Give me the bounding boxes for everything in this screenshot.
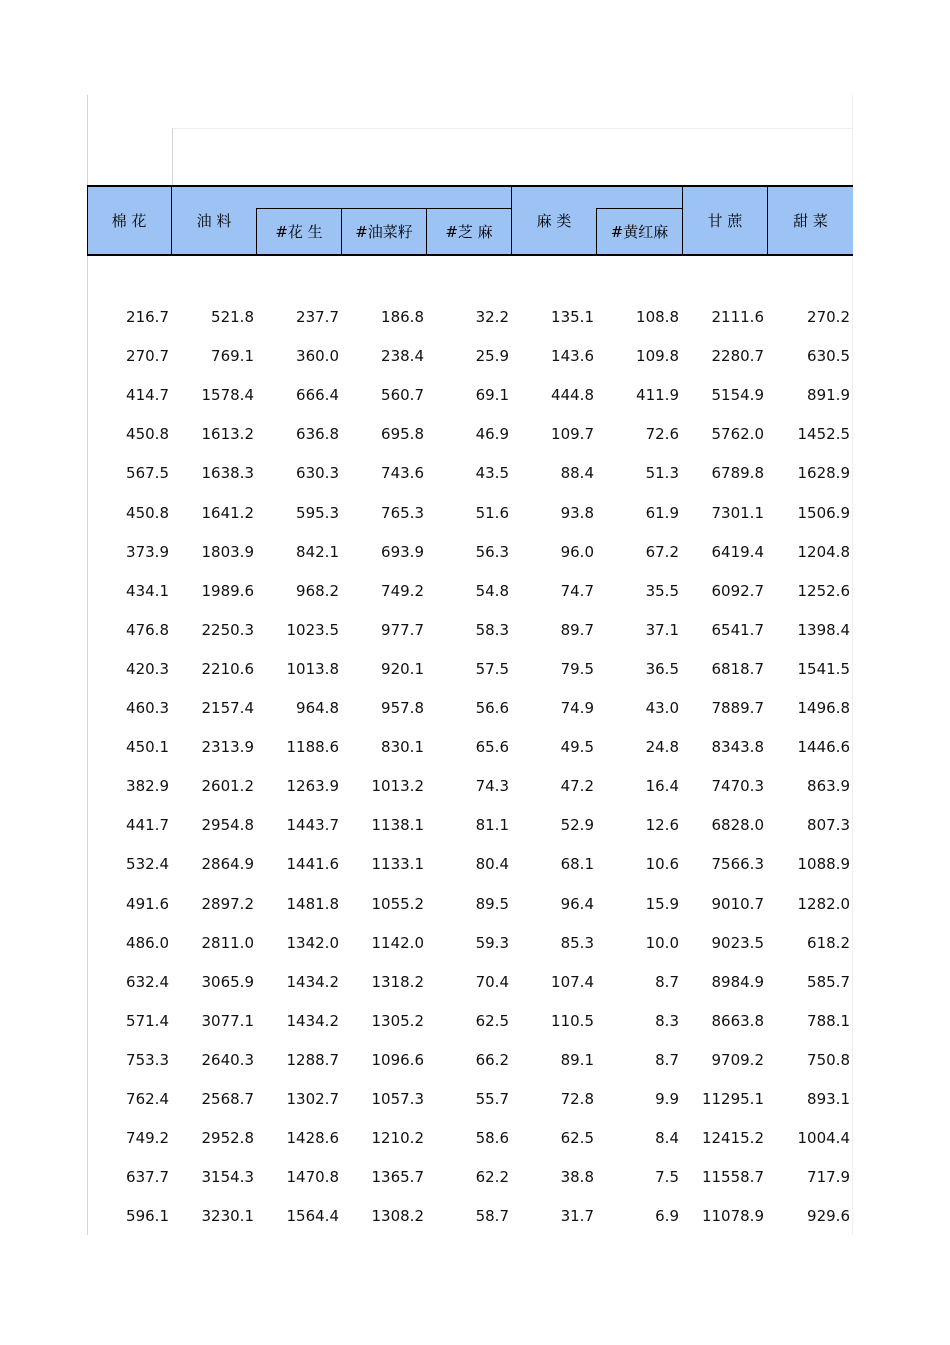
cell-jute: 109.8 [636,347,679,366]
cell-beet: 618.2 [807,933,850,952]
cell-cotton: 434.1 [126,581,169,600]
cell-sugarcane: 5762.0 [711,425,764,444]
cell-rapeseed: 743.6 [381,464,424,483]
cell-beet: 893.1 [807,1090,850,1108]
cell-rapeseed: 749.2 [381,581,424,600]
cell-hemp: 88.4 [560,464,594,483]
cell-beet: 788.1 [807,1011,850,1030]
cell-sesame: 62.2 [475,1168,509,1187]
cell-cotton: 373.9 [126,542,169,561]
cell-oil: 2568.7 [201,1090,254,1108]
table-row [87,572,853,611]
table-row [87,298,853,337]
header-oil: 油 料 [196,212,232,230]
cell-beet: 1496.8 [797,699,850,717]
cell-oil: 521.8 [211,308,254,326]
table-row [87,1119,853,1158]
table-row [87,337,853,376]
cell-oil: 3077.1 [201,1011,254,1030]
cell-cotton: 571.4 [126,1011,169,1030]
table-row [87,1080,853,1119]
cell-jute: 16.4 [645,777,679,796]
cell-hemp: 96.4 [560,894,594,913]
cell-cotton: 441.7 [126,816,169,835]
cell-sesame: 55.7 [475,1090,509,1108]
cell-jute: 8.7 [655,972,679,991]
cell-jute: 24.8 [645,738,679,757]
cell-cotton: 753.3 [126,1050,169,1069]
cell-hemp: 74.9 [560,699,594,717]
cell-oil: 2811.0 [201,933,254,952]
cell-peanut: 964.8 [296,699,339,717]
header-cotton: 棉 花 [111,212,147,230]
cell-cotton: 486.0 [126,933,169,952]
table-row [87,533,853,572]
cell-beet: 585.7 [807,972,850,991]
cell-hemp: 89.7 [560,620,594,639]
table-row [87,1041,853,1080]
cell-rapeseed: 1142.0 [371,933,424,952]
cell-sugarcane: 8663.8 [711,1011,764,1030]
header-hemp: 麻 类 [536,212,572,230]
cell-sugarcane: 6789.8 [711,464,764,483]
cell-sugarcane: 11295.1 [701,1090,764,1108]
cell-peanut: 595.3 [296,503,339,522]
cell-sesame: 43.5 [475,464,509,483]
cell-jute: 108.8 [636,308,679,326]
cell-oil: 2952.8 [201,1129,254,1148]
cell-sesame: 25.9 [475,347,509,366]
cell-oil: 1638.3 [201,464,254,483]
page-frame-divider [172,128,173,186]
table-row [87,924,853,963]
cell-beet: 1541.5 [797,659,850,678]
cell-jute: 43.0 [645,699,679,717]
cell-rapeseed: 765.3 [381,503,424,522]
cell-sesame: 32.2 [475,308,509,326]
cell-oil: 1578.4 [201,386,254,405]
cell-jute: 37.1 [645,620,679,639]
cell-jute: 10.0 [645,933,679,952]
cell-beet: 270.2 [807,308,850,326]
cell-rapeseed: 1138.1 [371,816,424,835]
cell-beet: 1004.4 [797,1129,850,1148]
cell-sesame: 80.4 [475,855,509,874]
cell-peanut: 1263.9 [286,777,339,796]
cell-oil: 3230.1 [201,1207,254,1226]
header-jute: #黄红麻 [610,223,669,241]
cell-peanut: 630.3 [296,464,339,483]
cell-hemp: 89.1 [560,1050,594,1069]
cell-oil: 2210.6 [201,659,254,678]
cell-sugarcane: 7566.3 [711,855,764,874]
cell-cotton: 382.9 [126,777,169,796]
cell-peanut: 842.1 [296,542,339,561]
cell-sesame: 56.3 [475,542,509,561]
cell-cotton: 476.8 [126,620,169,639]
table-row [87,767,853,806]
cell-sugarcane: 12415.2 [701,1129,764,1148]
table-row [87,650,853,689]
cell-hemp: 38.8 [560,1168,594,1187]
cell-jute: 67.2 [645,542,679,561]
cell-oil: 2601.2 [201,777,254,796]
cell-peanut: 1188.6 [286,738,339,757]
cell-cotton: 567.5 [126,464,169,483]
cell-sesame: 66.2 [475,1050,509,1069]
cell-rapeseed: 830.1 [381,738,424,757]
cell-beet: 891.9 [807,386,850,405]
cell-cotton: 414.7 [126,386,169,405]
cell-sugarcane: 5154.9 [711,386,764,405]
cell-sesame: 62.5 [475,1011,509,1030]
cell-rapeseed: 1210.2 [371,1129,424,1148]
cell-beet: 1452.5 [797,425,850,444]
cell-hemp: 52.9 [560,816,594,835]
cell-jute: 10.6 [645,855,679,874]
cell-beet: 807.3 [807,816,850,835]
cell-beet: 1088.9 [797,855,850,874]
cell-sesame: 74.3 [475,777,509,796]
cell-oil: 1989.6 [201,581,254,600]
cell-rapeseed: 1133.1 [371,855,424,874]
cell-beet: 1252.6 [797,581,850,600]
cell-sugarcane: 9709.2 [711,1050,764,1069]
table-row [87,1158,853,1197]
cell-oil: 2313.9 [201,738,254,757]
cell-oil: 2954.8 [201,816,254,835]
cell-oil: 1641.2 [201,503,254,522]
cell-oil: 3065.9 [201,972,254,991]
cell-rapeseed: 1057.3 [371,1090,424,1108]
cell-sesame: 58.7 [475,1207,509,1226]
cell-hemp: 79.5 [560,659,594,678]
cell-cotton: 460.3 [126,699,169,717]
cell-sesame: 69.1 [475,386,509,405]
cell-hemp: 85.3 [560,933,594,952]
table-row [87,1002,853,1041]
cell-jute: 36.5 [645,659,679,678]
cell-sugarcane: 11078.9 [701,1207,764,1226]
cell-hemp: 110.5 [551,1011,594,1030]
cell-cotton: 450.8 [126,425,169,444]
table-row [87,806,853,845]
cell-beet: 1204.8 [797,542,850,561]
cell-hemp: 107.4 [551,972,594,991]
cell-sugarcane: 6818.7 [711,659,764,678]
table-row [87,415,853,454]
cell-peanut: 1428.6 [286,1129,339,1148]
cell-oil: 1803.9 [201,542,254,561]
cell-oil: 769.1 [211,347,254,366]
cell-sugarcane: 6419.4 [711,542,764,561]
cell-hemp: 47.2 [560,777,594,796]
cell-cotton: 637.7 [126,1168,169,1187]
cell-cotton: 596.1 [126,1207,169,1226]
cell-cotton: 749.2 [126,1129,169,1148]
cell-sesame: 51.6 [475,503,509,522]
cell-oil: 2640.3 [201,1050,254,1069]
table-row [87,689,853,728]
cell-hemp: 109.7 [551,425,594,444]
cell-jute: 35.5 [645,581,679,600]
header-sugarcane: 甘 蔗 [707,212,743,230]
cell-sesame: 58.3 [475,620,509,639]
cell-jute: 6.9 [655,1207,679,1226]
cell-cotton: 632.4 [126,972,169,991]
cell-jute: 8.7 [655,1050,679,1069]
cell-peanut: 1481.8 [286,894,339,913]
cell-rapeseed: 1308.2 [371,1207,424,1226]
cell-sesame: 59.3 [475,933,509,952]
cell-hemp: 74.7 [560,581,594,600]
cell-rapeseed: 238.4 [381,347,424,366]
cell-peanut: 1023.5 [286,620,339,639]
table-row [87,376,853,415]
cell-sugarcane: 6828.0 [711,816,764,835]
table-row [87,454,853,493]
cell-hemp: 444.8 [551,386,594,405]
cell-peanut: 1434.2 [286,972,339,991]
cell-hemp: 31.7 [560,1207,594,1226]
table-row [87,845,853,884]
cell-sugarcane: 7889.7 [711,699,764,717]
cell-sesame: 70.4 [475,972,509,991]
cell-oil: 2157.4 [201,699,254,717]
cell-jute: 72.6 [645,425,679,444]
table-header [87,185,853,256]
table-row [87,1197,853,1236]
cell-sugarcane: 9010.7 [711,894,764,913]
table-row [87,728,853,767]
cell-hemp: 62.5 [560,1129,594,1148]
cell-peanut: 1564.4 [286,1207,339,1226]
header-rapeseed: #油菜籽 [355,223,413,241]
cell-oil: 2864.9 [201,855,254,874]
cell-sesame: 46.9 [475,425,509,444]
cell-jute: 61.9 [645,503,679,522]
cell-beet: 929.6 [807,1207,850,1226]
table-row [87,885,853,924]
cell-peanut: 636.8 [296,425,339,444]
cell-oil: 1613.2 [201,425,254,444]
cell-sugarcane: 7470.3 [711,777,764,796]
cell-cotton: 491.6 [126,894,169,913]
cell-peanut: 1441.6 [286,855,339,874]
cell-peanut: 1443.7 [286,816,339,835]
cell-cotton: 450.1 [126,738,169,757]
cell-cotton: 420.3 [126,659,169,678]
cell-oil: 3154.3 [201,1168,254,1187]
cell-beet: 1628.9 [797,464,850,483]
cell-hemp: 96.0 [560,542,594,561]
cell-rapeseed: 186.8 [381,308,424,326]
cell-rapeseed: 695.8 [381,425,424,444]
cell-rapeseed: 920.1 [381,659,424,678]
header-bottom-border [87,254,853,256]
cell-rapeseed: 1055.2 [371,894,424,913]
cell-hemp: 49.5 [560,738,594,757]
cell-peanut: 968.2 [296,581,339,600]
cell-rapeseed: 560.7 [381,386,424,405]
cell-sesame: 89.5 [475,894,509,913]
cell-beet: 1398.4 [797,620,850,639]
cell-oil: 2897.2 [201,894,254,913]
cell-sugarcane: 11558.7 [701,1168,764,1187]
cell-hemp: 72.8 [560,1090,594,1108]
cell-hemp: 143.6 [551,347,594,366]
cell-hemp: 68.1 [560,855,594,874]
cell-cotton: 450.8 [126,503,169,522]
cell-beet: 750.8 [807,1050,850,1069]
cell-peanut: 360.0 [296,347,339,366]
cell-beet: 1446.6 [797,738,850,757]
header-beet: 甜 菜 [793,212,828,230]
cell-peanut: 1288.7 [286,1050,339,1069]
cell-beet: 630.5 [807,347,850,366]
cell-jute: 51.3 [645,464,679,483]
cell-rapeseed: 693.9 [381,542,424,561]
cell-cotton: 532.4 [126,855,169,874]
cell-jute: 411.9 [636,386,679,405]
cell-rapeseed: 1013.2 [371,777,424,796]
cell-beet: 1282.0 [797,894,850,913]
cell-jute: 9.9 [655,1090,679,1108]
cell-sesame: 54.8 [475,581,509,600]
cell-beet: 717.9 [807,1168,850,1187]
cell-peanut: 1342.0 [286,933,339,952]
cell-jute: 12.6 [645,816,679,835]
cell-sugarcane: 8343.8 [711,738,764,757]
cell-peanut: 237.7 [296,308,339,326]
cell-peanut: 1013.8 [286,659,339,678]
cell-sugarcane: 8984.9 [711,972,764,991]
table-row [87,963,853,1002]
cell-sugarcane: 2280.7 [711,347,764,366]
cell-beet: 1506.9 [797,503,850,522]
header-sesame: #芝 麻 [445,223,493,241]
cell-peanut: 666.4 [296,386,339,405]
cell-hemp: 93.8 [560,503,594,522]
cell-sesame: 81.1 [475,816,509,835]
cell-peanut: 1434.2 [286,1011,339,1030]
cell-jute: 15.9 [645,894,679,913]
cell-hemp: 135.1 [551,308,594,326]
table-row [87,611,853,650]
cell-cotton: 270.7 [126,347,169,366]
cell-sesame: 65.6 [475,738,509,757]
cell-rapeseed: 1365.7 [371,1168,424,1187]
cell-cotton: 762.4 [126,1090,169,1108]
table-row [87,494,853,533]
cell-rapeseed: 1305.2 [371,1011,424,1030]
cell-oil: 2250.3 [201,620,254,639]
cell-rapeseed: 977.7 [381,620,424,639]
cell-rapeseed: 1096.6 [371,1050,424,1069]
cell-jute: 8.4 [655,1129,679,1148]
cell-jute: 7.5 [655,1168,679,1187]
cell-peanut: 1302.7 [286,1090,339,1108]
cell-peanut: 1470.8 [286,1168,339,1187]
cell-beet: 863.9 [807,777,850,796]
cell-sugarcane: 9023.5 [711,933,764,952]
cell-sesame: 56.6 [475,699,509,717]
cell-sugarcane: 6092.7 [711,581,764,600]
cell-rapeseed: 957.8 [381,699,424,717]
cell-sugarcane: 7301.1 [711,503,764,522]
cell-jute: 8.3 [655,1011,679,1030]
cell-cotton: 216.7 [126,308,169,326]
cell-sugarcane: 6541.7 [711,620,764,639]
header-peanut: #花 生 [275,223,323,241]
cell-sesame: 58.6 [475,1129,509,1148]
cell-sugarcane: 2111.6 [711,308,764,326]
cell-rapeseed: 1318.2 [371,972,424,991]
cell-sesame: 57.5 [475,659,509,678]
page-frame-top-rule [172,128,853,129]
